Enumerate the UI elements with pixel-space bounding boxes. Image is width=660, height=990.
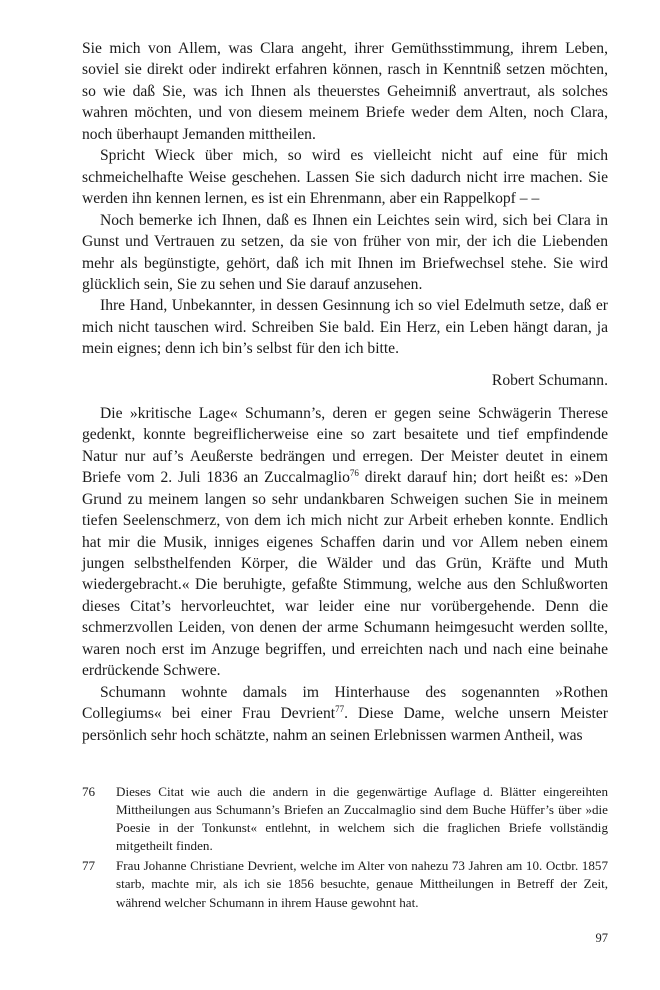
footnote-reference: 77 <box>335 703 345 714</box>
narrative-text <box>82 403 608 746</box>
footnote-text: Dieses Citat wie auch die andern in die gegenwärtige Auflage d. Blätter eingereihten Mittheilungen aus Schumann’s Briefen an Zuccalmaglio sind dem Buche Hüffer’s über »die Poesie in der Tonkunst« entlehnt, in welchem sich die fraglichen Briefe vollständig mitgetheilt finden. <box>116 784 608 854</box>
footnote-number: 76 <box>82 784 96 799</box>
letter-paragraph-1: Sie mich von Allem, was Clara angeht, ihrer Gemüthsstimmung, ihrem Leben, soviel sie direkt oder indirekt erfahren können, rasch in Kenntniß setzen möchten, so wie daß Sie, was ich Ihnen als theuerstes Geheimniß anvertraut, als solches wahren möchten, und von diesem meinem Briefe weder dem Alten, noch Clara, noch überhaupt Jemanden mittheilen. <box>82 40 608 143</box>
narrative-paragraph-1 <box>82 403 608 682</box>
letter-paragraph-2: Spricht Wieck über mich, so wird es vielleicht nicht auf eine für mich schmeichelhafte Weise geschehen. Lassen Sie sich dadurch nicht irre machen. Sie werden ihn kennen lernen, es ist ein Ehrenmann, aber ein Rappelkopf – – <box>82 147 608 208</box>
page-number: 97 <box>595 931 608 945</box>
footnote <box>82 783 608 855</box>
letter-signature: Robert Schumann. <box>491 371 608 389</box>
footnote-text: Frau Johanne Christiane Devrient, welche im Alter von nahezu 73 Jahren am 10. Octbr. 1857 starb, machte mir, als ich sie 1856 besuchte, genaue Mittheilungen in Betreff der Zeit, während welcher Schumann in ihrem Hause gewohnt hat. <box>116 858 608 910</box>
footnote-number: 77 <box>82 858 96 874</box>
footnote-reference: 76 <box>349 467 359 478</box>
footnote <box>82 857 608 911</box>
letter-text <box>82 38 608 360</box>
letter-paragraph-4: Ihre Hand, Unbekannter, in dessen Gesinnung ich so viel Edelmuth setze, daß er mich nicht tauschen wird. Schreiben Sie bald. Ein Herz, ein Leben hängt daran, ja mein eignes; denn ich bin’s selbst für den ich bitte. <box>82 297 608 358</box>
page-body <box>82 38 608 746</box>
letter-paragraph-3: Noch bemerke ich Ihnen, daß es Ihnen ein Leichtes sein wird, sich bei Clara in Gunst und Vertrauen zu setzen, da sie von früher von mir, der ich die Liebenden mehr als begünstigte, gehört, daß ich mit Ihnen im Briefwechsel stehe. Sie wird glücklich sein, Sie zu sehen und Sie darauf anzusehen. <box>82 211 608 293</box>
narrative-paragraph-2 <box>82 682 608 746</box>
footnotes <box>82 783 608 914</box>
narrative-text-run: direkt darauf hin; dort heißt es: »Den Grund zu meinem langen so sehr undankbaren Schweigen suchen Sie in meinem tiefen Seelenschmerz, von dem ich mich nicht zur Arbeit erheben konnte. Endlich hat mir die Musik, inniges eigenes Schaffen darin und vor Allem neben einem jungen selbsthelfenden Körper, die Wälder und das Grün, Kräfte und Muth wiedergebracht.« Die beruhigte, gefaßte Stimmung, welche aus den Schlußworten dieses Citat’s hervorleuchtet, war leider eine nur vorübergehende. Denn die schmerzvollen Leiden, von denen der arme Schumann heimgesucht werden sollte, waren noch erst im Anzuge begriffen, und erreichten nach und nach eine beinahe erdrückende Schwere. <box>82 469 609 680</box>
narrative-text-run: Die »kritische Lage« Schumann’s, deren er gegen seine Schwägerin Therese gedenkt, konnte begreiflicherweise eine so zart besaitete und tief empfindende Natur nur auf’s Aeußerste bedrängen und erregen. Der Meister deutet in einem Briefe vom 2. Juli 1836 an Zuccalmaglio <box>82 404 608 487</box>
narrative-text-run: Schumann wohnte damals im Hinterhause des sogenannten »Rothen Collegiums« bei einer Frau Devrient <box>82 683 608 723</box>
narrative-text-run: . Diese Dame, welche unsern Meister persönlich sehr hoch schätzte, nahm an seinen Erlebnissen warmen Antheil, was <box>82 705 608 744</box>
